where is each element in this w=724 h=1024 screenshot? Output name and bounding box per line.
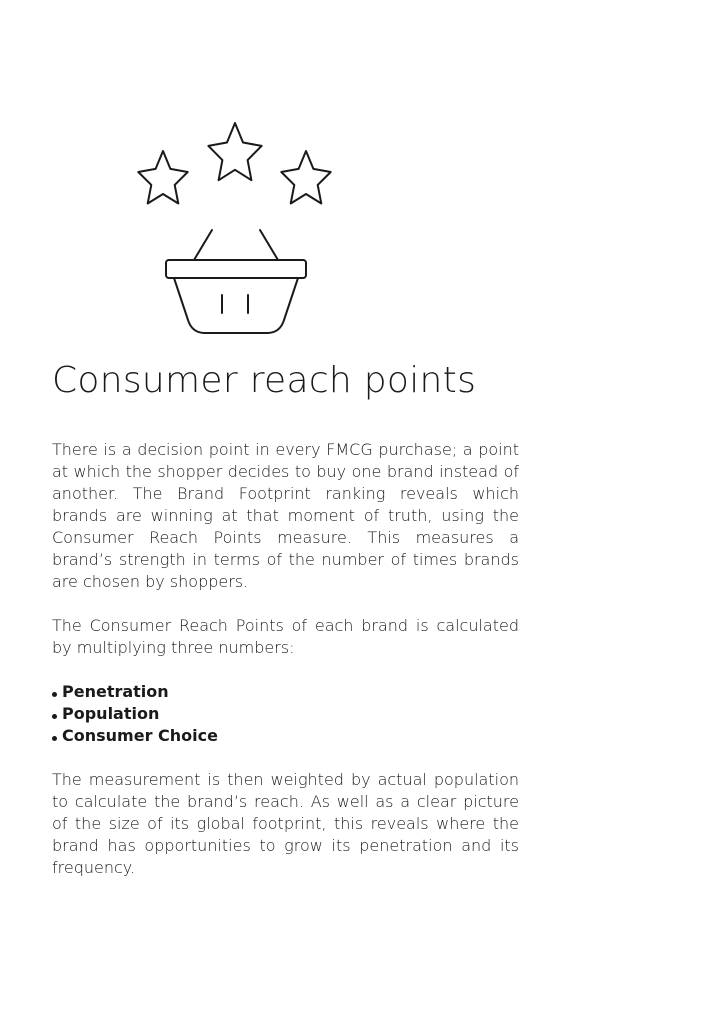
intro-paragraph: There is a decision point in every FMCG purchase; a point at which the shopper decides to buy one brand instead of another. The Brand Footprint ranking reveals which brands are winning at that moment of truth, using the Consumer Reach Points measure. This measures a brand’s strength in terms of the number of times brands are chosen by shoppers. [52, 440, 519, 591]
list-item [52, 703, 519, 725]
list-item [52, 725, 519, 747]
bullet-dot-icon [52, 736, 57, 741]
list-item-label: Penetration [62, 682, 169, 701]
star-center-icon [208, 123, 261, 180]
bullet-dot-icon [52, 714, 57, 719]
list-item-label: Consumer Choice [62, 726, 218, 745]
bullet-dot-icon [52, 692, 57, 697]
star-right-icon [281, 151, 330, 204]
page-title: Consumer reach points [52, 360, 477, 401]
factor-list [52, 681, 519, 747]
list-item-label: Population [62, 704, 160, 723]
calculation-paragraph: The Consumer Reach Points of each brand is calculated by multiplying three numbers: [52, 616, 519, 657]
list-item [52, 681, 519, 703]
body-text [52, 439, 519, 879]
stars-basket-icon [122, 115, 352, 345]
star-left-icon [138, 151, 187, 204]
weighting-paragraph: The measurement is then weighted by actual population to calculate the brand’s reach. As well as a clear picture of the size of its global footprint, this reveals where the brand has opportunities to grow its penetration and its frequency. [52, 770, 519, 877]
